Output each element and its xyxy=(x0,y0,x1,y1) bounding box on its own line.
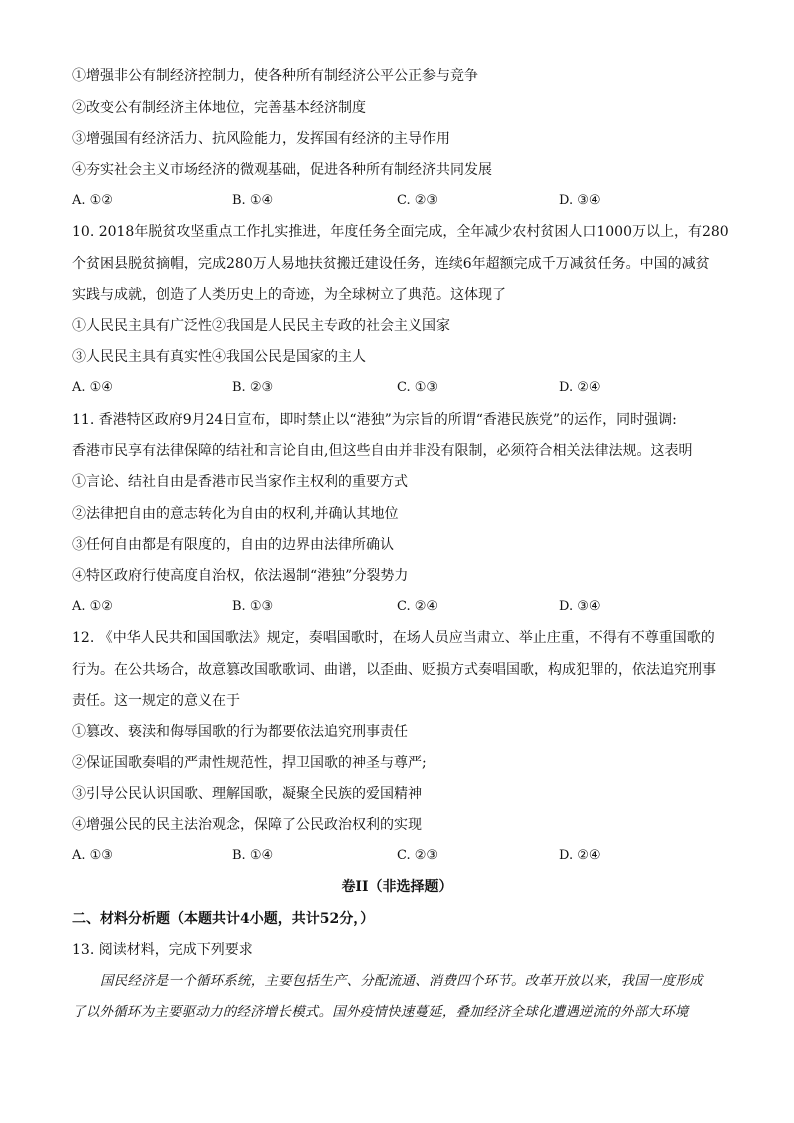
option-b: B. ①④ xyxy=(232,193,274,208)
q10-item-2: ③人民民主具有真实性④我国公民是国家的主人 xyxy=(72,349,366,365)
part-title: 卷II（非选择题） xyxy=(341,879,453,895)
option-c: C. ②④ xyxy=(397,599,439,614)
q10-stem-line-2: 个贫困县脱贫摘帽，完成280万人易地扶贫搬迁建设任务，连续6年超额完成千万减贫任务。中国的减贫 xyxy=(72,256,710,272)
option-d: D. ③④ xyxy=(559,599,601,614)
option-d: D. ②④ xyxy=(559,848,601,863)
section-heading: 二、材料分析题（本题共计4小题，共计52分，） xyxy=(72,911,375,927)
q11-item-2: ②法律把自由的意志转化为自由的权利,并确认其地位 xyxy=(72,506,399,522)
q9-item-2: ②改变公有制经济主体地位，完善基本经济制度 xyxy=(72,100,366,116)
q12-item-1: ①篡改、亵渎和侮辱国歌的行为都要依法追究刑事责任 xyxy=(72,724,408,740)
q12-item-4: ④增强公民的民主法治观念，保障了公民政治权利的实现 xyxy=(72,817,422,833)
option-d: D. ③④ xyxy=(559,193,601,208)
q11-options xyxy=(72,598,692,616)
q11-item-3: ③任何自由都是有限度的，自由的边界由法律所确认 xyxy=(72,537,394,553)
q9-options xyxy=(72,192,692,210)
material-line-2: 了以外循环为主要驱动力的经济增长模式。国外疫情快速蔓延，叠加经济全球化遭遇逆流的外部大环境 xyxy=(72,1004,689,1020)
q9-item-1: ①增强非公有制经济控制力，使各种所有制经济公平公正参与竞争 xyxy=(72,68,478,84)
option-a: A. ①④ xyxy=(72,380,113,395)
q10-options xyxy=(72,379,692,397)
q10-item-1: ①人民民主具有广泛性②我国是人民民主专政的社会主义国家 xyxy=(72,318,450,334)
q10-stem-line-3: 实践与成就，创造了人类历史上的奇迹，为全球树立了典范。这体现了 xyxy=(72,287,506,303)
option-b: B. ①③ xyxy=(232,599,274,614)
option-a: A. ①② xyxy=(72,599,113,614)
option-b: B. ①④ xyxy=(232,848,274,863)
q9-item-3: ③增强国有经济活力、抗风险能力，发挥国有经济的主导作用 xyxy=(72,131,450,147)
option-a: A. ①③ xyxy=(72,848,113,863)
option-c: C. ①③ xyxy=(397,380,439,395)
q10-stem-line-1: 10. 2018年脱贫攻坚重点工作扎实推进，年度任务全面完成，全年减少农村贫困人口1000万以上，有280 xyxy=(72,224,729,240)
q12-item-2: ②保证国歌奏唱的严肃性规范性，捍卫国歌的神圣与尊严; xyxy=(72,755,427,771)
q13-stem: 13. 阅读材料，完成下列要求 xyxy=(72,942,253,958)
option-a: A. ①② xyxy=(72,193,113,208)
q12-stem-line-1: 12. 《中华人民共和国国歌法》规定，奏唱国歌时，在场人员应当肃立、举止庄重，不得有不尊重国歌的 xyxy=(72,630,715,646)
material-line-1: 国民经济是一个循环系统，主要包括生产、分配流通、消费四个环节。改革开放以来，我国一度形成 xyxy=(100,973,703,989)
q11-stem-line-1: 11. 香港特区政府9月24日宣布，即时禁止以“港独”为宗旨的所谓“香港民族党”的运作，同时强调: xyxy=(72,412,677,428)
q12-options xyxy=(72,847,692,865)
option-b: B. ②③ xyxy=(232,380,274,395)
q11-stem-line-2: 香港市民享有法律保障的结社和言论自由,但这些自由并非没有限制，必须符合相关法律法规。这表明 xyxy=(72,443,693,459)
q12-stem-line-2: 行为。在公共场合，故意篡改国歌歌词、曲谱，以歪曲、贬损方式奏唱国歌，构成犯罪的，依法追究刑事 xyxy=(72,662,716,678)
option-c: C. ②③ xyxy=(397,848,439,863)
q12-stem-line-3: 责任。这一规定的意义在于 xyxy=(72,693,240,709)
option-c: C. ②③ xyxy=(397,193,439,208)
q12-item-3: ③引导公民认识国歌、理解国歌，凝聚全民族的爱国精神 xyxy=(72,786,422,802)
option-d: D. ②④ xyxy=(559,380,601,395)
q11-item-1: ①言论、结社自由是香港市民当家作主权利的重要方式 xyxy=(72,474,408,490)
q9-item-4: ④夯实社会主义市场经济的微观基础，促进各种所有制经济共同发展 xyxy=(72,162,492,178)
q11-item-4: ④特区政府行使高度自治权，依法遏制“港独”分裂势力 xyxy=(72,568,409,584)
